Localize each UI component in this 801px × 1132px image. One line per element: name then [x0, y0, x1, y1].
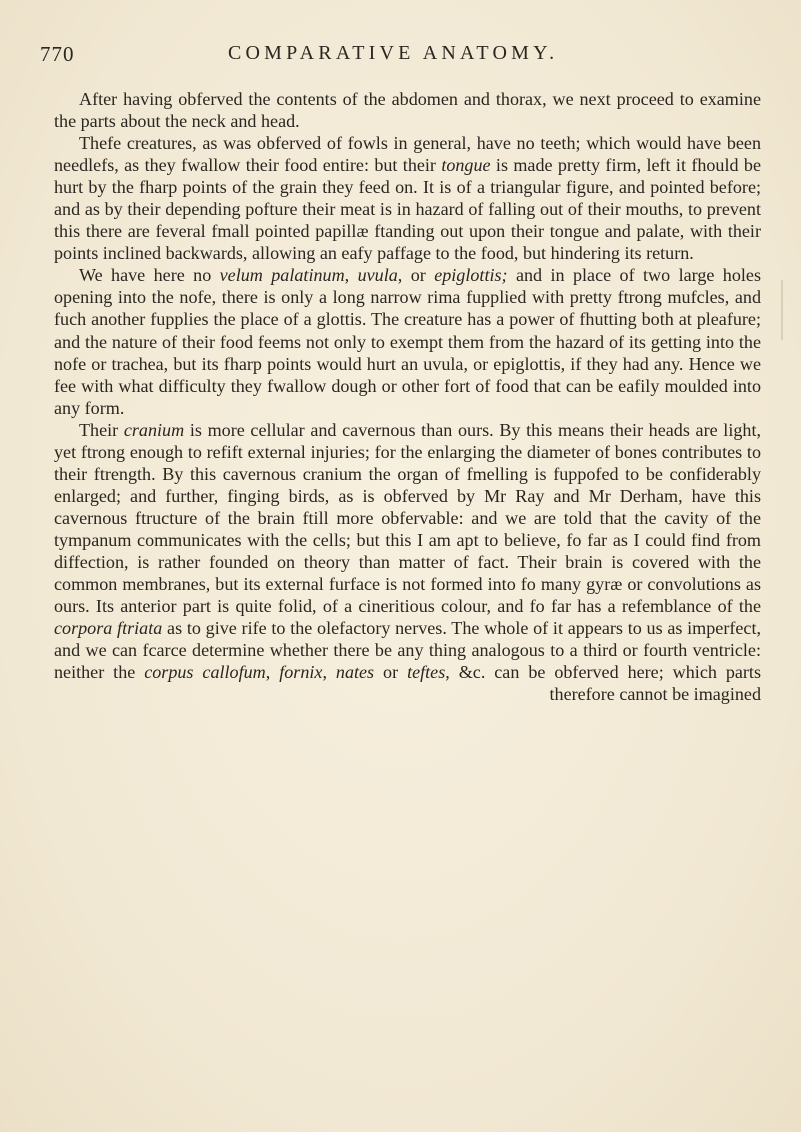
body-text: [54, 88, 761, 705]
text-run: ,: [265, 662, 280, 683]
text-run: or: [374, 662, 408, 683]
text-run: After having obferved the contents of the abdomen and thorax, we next proceed to examine the parts about the neck and head.: [54, 89, 761, 132]
text-run: and in place of two large holes opening into the nofe, there is only a long narrow rima fupplied with pretty ftrong mufcles, and fuch another fupplies the place of a glottis. The creature has a power of fhutting both at pleafure; and the nature of their food feems not only to exempt them from the hazard of its getting into the nofe or trachea, but its fharp points would hurt an uvula, or epiglottis, if they had any. Hence we fee with what difficulty they fwallow dough or other fort of food that can be eafily moulded into any form.: [54, 265, 762, 418]
text-run: ,: [344, 265, 358, 286]
text-run: Thefe creatures, as was obferved of fowls in general, have no teeth; which would have been needlefs, as they fwallow their food entire: but their: [54, 133, 761, 176]
italic-term: corpus callofum: [144, 662, 266, 683]
page-stain: [781, 280, 783, 340]
italic-term: nates: [335, 662, 375, 683]
text-run: is made pretty firm, left it fhould be hurt by the fharp points of the grain they feed on. It is of a triangular figure, and pointed before; and as by their depending pofture their meat is in hazard of falling out of their mouths, to prevent this there are feveral fmall pointed papillæ ftanding out upon their tongue and palate, with their points inclined backwards, allowing an eafy paffage to the food, but hindering its return.: [54, 155, 761, 264]
italic-term: cranium: [123, 419, 185, 440]
running-head: [0, 42, 801, 72]
italic-term: uvula: [357, 265, 398, 286]
italic-term: fornix: [279, 662, 323, 683]
text-run: , or: [397, 265, 435, 286]
text-run: as to give rife to the olefactory nerves. The whole of it appears to us as imperfect, and we can fcarce determine whether there be any thing analogous to a third or fourth ventricle: neither the: [54, 618, 762, 683]
italic-term: epiglottis;: [434, 265, 508, 286]
paragraph: [54, 88, 761, 132]
italic-term: tongue: [441, 155, 491, 176]
italic-term: velum palatinum: [219, 265, 345, 286]
text-run: ,: [322, 662, 336, 683]
paragraph: [54, 132, 761, 264]
italic-term: teftes: [407, 662, 446, 683]
page-number: 770: [40, 42, 75, 66]
text-run: , &c. can be obferved here; which parts therefore cannot be imagined: [445, 662, 762, 705]
text-run: is more cellular and cavernous than ours. By this means their heads are light, yet ftrong enough to refift external injuries; for the enlarging the diameter of bones contributes to their ftrength. By this cavernous cranium the organ of fmelling is fuppofed to be confiderably enlarged; and further, finging birds, as is obferved by Mr Ray and Mr Derham, have this cavernous ftructure of the brain ftill more obfervable: and we are told that the cavity of the tympanum communicates with the cells; but this I am apt to believe, fo far as I could find from diffection, is rather founded on theory than matter of fact. Their brain is covered with the common membranes, but its external furface is not formed into fo many gyræ or convolutions as ours. Its anterior part is quite folid, of a cineritious colour, and fo far has a refemblance of the: [54, 419, 761, 617]
text-run: We have here no: [79, 265, 220, 286]
text-run: Their: [79, 419, 124, 440]
paragraph: [54, 264, 761, 418]
running-title: COMPARATIVE ANATOMY.: [228, 42, 559, 64]
italic-term: corpora ftriata: [54, 618, 163, 639]
paragraph: [54, 419, 761, 706]
